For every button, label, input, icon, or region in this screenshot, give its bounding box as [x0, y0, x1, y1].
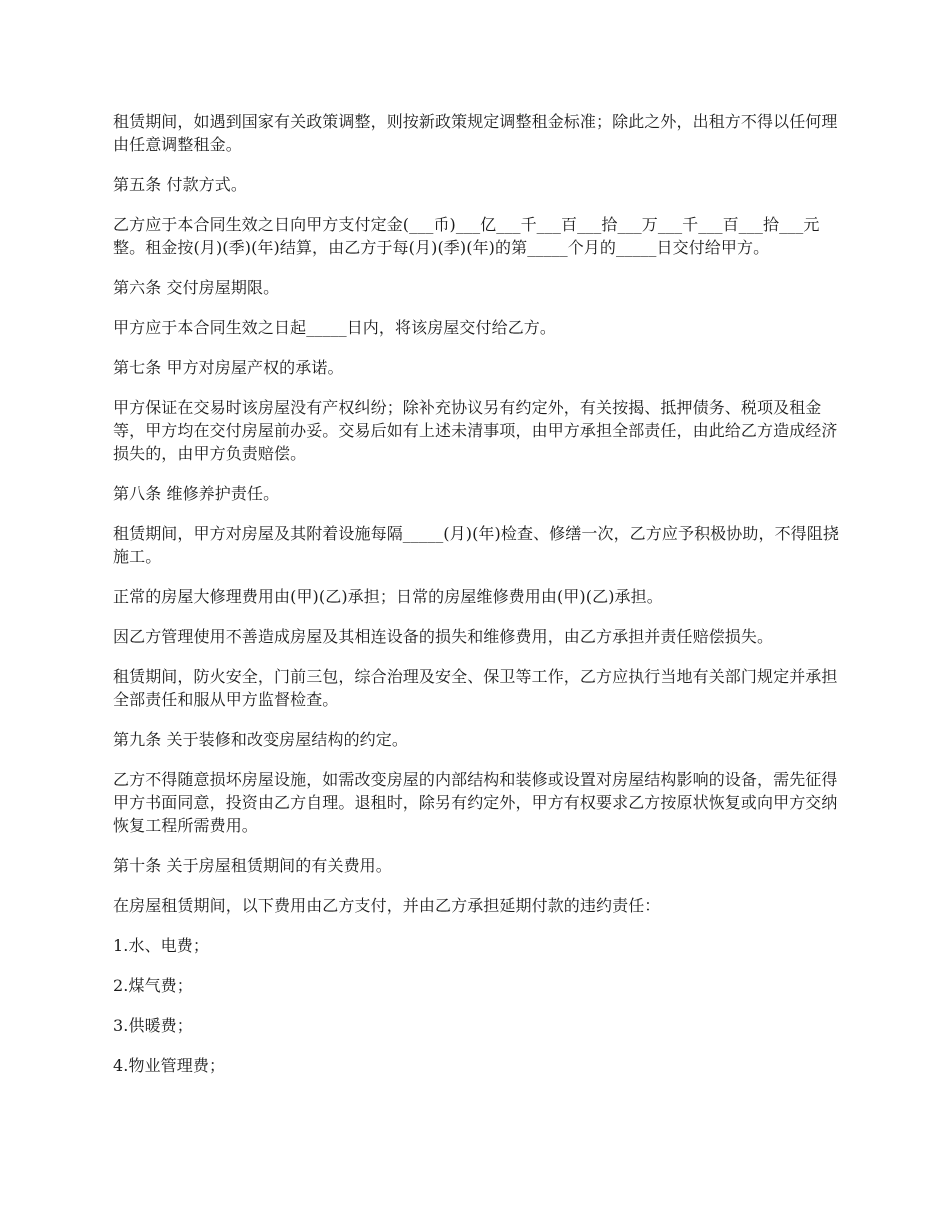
paragraph-delivery-period: 甲方应于本合同生效之日起_____日内，将该房屋交付给乙方。 — [113, 318, 557, 337]
paragraph-rent-adjustment: 租赁期间，如遇到国家有关政策调整，则按新政策规定调整租金标准；除此之外，出租方不得以任何理由任意调整租金。 — [113, 112, 838, 154]
heading-article-10: 第十条 关于房屋租赁期间的有关费用。 — [113, 856, 392, 875]
paragraph-fees-intro: 在房屋租赁期间，以下费用由乙方支付，并由乙方承担延期付款的违约责任： — [113, 896, 661, 915]
paragraph-safety: 租赁期间，防火安全，门前三包，综合治理及安全、保卫等工作，乙方应执行当地有关部门规定并承担全部责任和服从甲方监督检查。 — [113, 667, 838, 709]
paragraph-renovation: 乙方不得随意损坏房屋设施，如需改变房屋的内部结构和装修或设置对房屋结构影响的设备，需先征得甲方书面同意，投资由乙方自理。退租时，除另有约定外，甲方有权要求乙方按原状恢复或向甲方交纳恢复工程所需费用。 — [113, 770, 838, 835]
heading-article-5: 第五条 付款方式。 — [113, 175, 247, 194]
heading-article-9: 第九条 关于装修和改变房屋结构的约定。 — [113, 730, 408, 749]
list-item-fee-4: 4.物业管理费； — [113, 1056, 226, 1075]
paragraph-property-rights: 甲方保证在交易时该房屋没有产权纠纷；除补充协议另有约定外，有关按揭、抵押债务、税项及租金等，甲方均在交付房屋前办妥。交易后如有上述未清事项，由甲方承担全部责任，由此给乙方造成经济损失的，由甲方负责赔偿。 — [113, 398, 838, 463]
list-item-fee-3: 3.供暖费； — [113, 1016, 193, 1035]
paragraph-inspection: 租赁期间，甲方对房屋及其附着设施每隔_____(月)(年)检查、修缮一次，乙方应予积极协助，不得阻挠施工。 — [113, 524, 839, 566]
heading-article-7: 第七条 甲方对房屋产权的承诺。 — [113, 358, 344, 377]
heading-article-8: 第八条 维修养护责任。 — [113, 484, 280, 503]
paragraph-repair-costs: 正常的房屋大修理费用由(甲)(乙)承担；日常的房屋维修费用由(甲)(乙)承担。 — [113, 587, 663, 606]
paragraph-tenant-liability: 因乙方管理使用不善造成房屋及其相连设备的损失和维修费用，由乙方承担并责任赔偿损失。 — [113, 627, 774, 646]
list-item-fee-1: 1.水、电费； — [113, 936, 209, 955]
heading-article-6: 第六条 交付房屋期限。 — [113, 278, 280, 297]
document-body — [113, 110, 843, 1094]
paragraph-payment-terms: 乙方应于本合同生效之日向甲方支付定金(___币)___亿___千___百___拾___万___千___百___拾___元整。租金按(月)(季)(年)结算，由乙方于每(月)(季)(年)的第_____个月的_____日交付给甲方。 — [113, 215, 820, 257]
list-item-fee-2: 2.煤气费； — [113, 976, 193, 995]
